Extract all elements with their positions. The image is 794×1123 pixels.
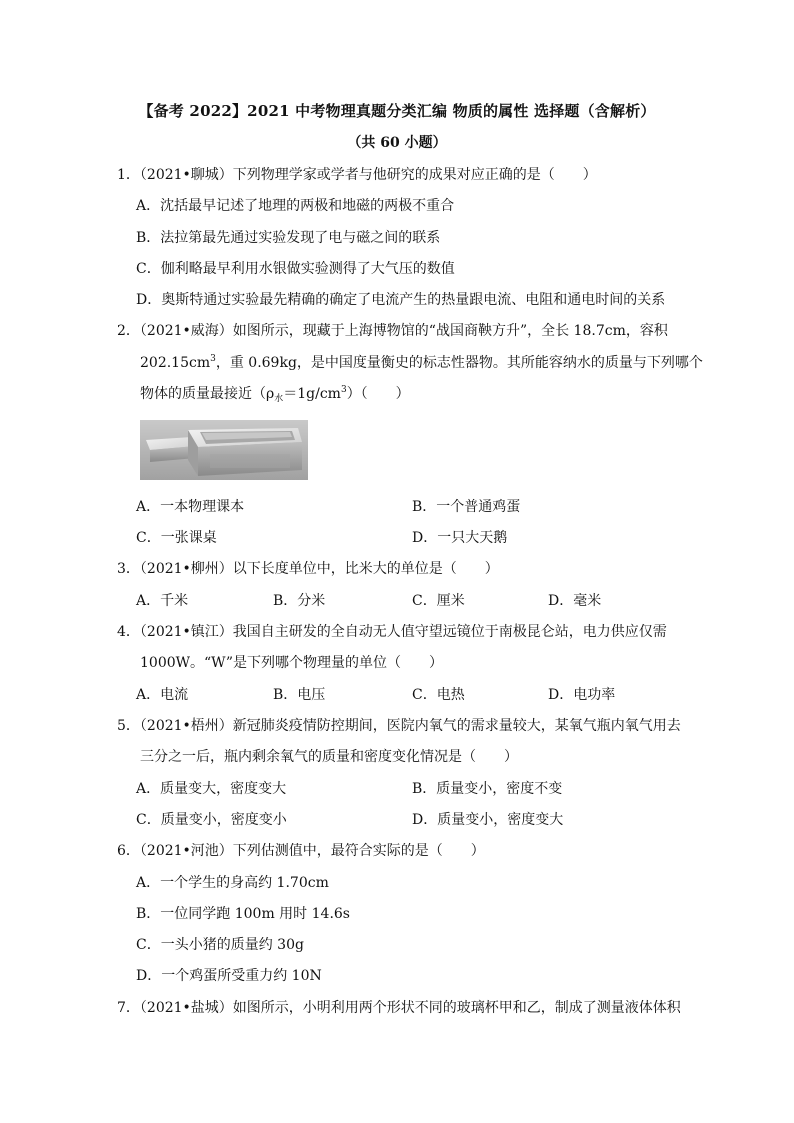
q2-stem-line1: 2．（2021•威海）如图所示，现藏于上海博物馆的“战国商鞅方升”，全长 18.7cm，容积 [117,323,668,339]
q5-option-b: B．质量变小，密度不变 [412,781,563,797]
q7-stem-line1: 7．（2021•盐城）如图所示，小明利用两个形状不同的玻璃杯甲和乙，制成了测量液体体积 [117,1000,681,1016]
q5-option-d: D．质量变小，密度变大 [412,812,564,828]
q4-option-c: C．电热 [412,687,465,703]
q5-stem-line1: 5．（2021•梧州）新冠肺炎疫情防控期间，医院内氧气的需求量较大，某氧气瓶内氧气用去 [117,718,681,734]
document-title: 【备考 2022】2021 中考物理真题分类汇编 物质的属性 选择题（含解析） [138,102,656,120]
q5-stem-line2: 三分之一后，瓶内剩余氧气的质量和密度变化情况是（ ） [140,749,518,765]
q3-option-c: C．厘米 [412,593,465,609]
q5-option-a: A．质量变大，密度变大 [136,781,287,797]
q6-option-d: D．一个鸡蛋所受重力约 10N [136,968,322,984]
q1-option-a: A．沈括最早记述了地理的两极和地磁的两极不重合 [136,198,455,214]
q4-stem-line2: 1000W。“W”是下列哪个物理量的单位（ ） [140,655,443,671]
question-count: （共 60 小题） [347,135,447,151]
q4-stem-line1: 4．（2021•镇江）我国自主研发的全自动无人值守望远镜位于南极昆仑站，电力供应仅需 [117,624,667,640]
q5-option-c: C．质量变小，密度变小 [136,812,287,828]
q1-option-c: C．伽利略最早利用水银做实验测得了大气压的数值 [136,261,455,277]
q3-option-b: B．分米 [273,593,326,609]
q6-option-a: A．一个学生的身高约 1.70cm [136,875,329,891]
q1-option-b: B．法拉第最先通过实验发现了电与磁之间的联系 [136,230,441,246]
q4-option-d: D．电功率 [548,687,616,703]
q3-option-d: D．毫米 [548,593,602,609]
q2-option-b: B．一个普通鸡蛋 [412,499,521,515]
q6-stem: 6．（2021•河池）下列估测值中，最符合实际的是（ ） [117,843,485,859]
q2-stem-line2: $202.15cm^3$，重 0.69kg，是中国度量衡史的标志性器物。其所能容纳水的质量与下列哪个 [140,354,703,371]
shang-yang-measure-figure [140,420,308,480]
q2-stem-line3: 物体的质量最接近$(\rho_水=1g/cm^3)$（ ） [140,385,410,404]
q2-option-d: D．一只大天鹅 [412,530,508,546]
q4-option-a: A．电流 [136,687,189,703]
q2-option-a: A．一本物理课本 [136,499,245,515]
q1-stem: 1．（2021•聊城）下列物理学家或学者与他研究的成果对应正确的是（ ） [117,167,597,183]
q2-option-c: C．一张课桌 [136,530,217,546]
q3-stem: 3．（2021•柳州）以下长度单位中，比米大的单位是（ ） [117,561,499,577]
q6-option-b: B．一位同学跑 100m 用时 14.6s [136,906,350,922]
q3-option-a: A．千米 [136,593,189,609]
q6-option-c: C．一头小猪的质量约 30g [136,937,304,953]
q1-option-d: D．奥斯特通过实验最先精确的确定了电流产生的热量跟电流、电阻和通电时间的关系 [136,292,666,308]
q4-option-b: B．电压 [273,687,326,703]
